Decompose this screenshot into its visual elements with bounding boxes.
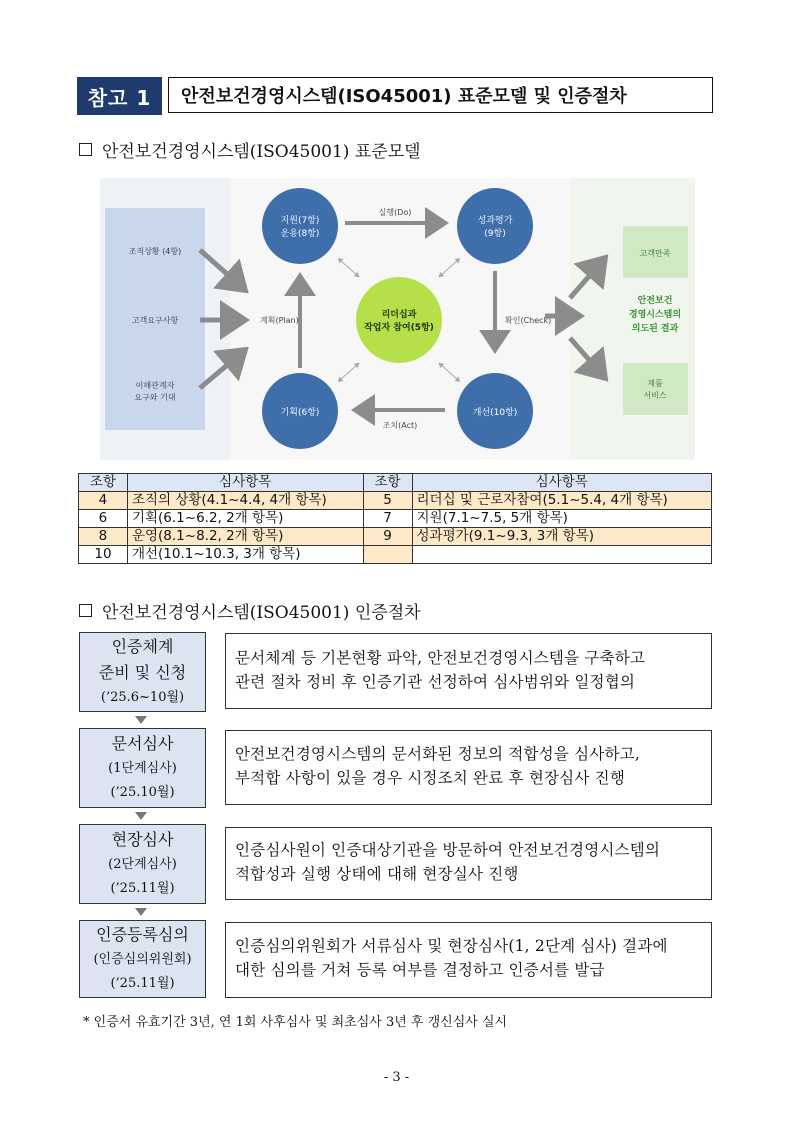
header-items-2: 심사항목 [412,474,712,492]
output-result-line3: 의도된 결과 [631,324,679,334]
item-cell: 기획(6.1~6.2, 2개 항목) [127,510,363,528]
step-sub: (2단계심사) [108,857,177,872]
page-number: - 3 - [383,1070,410,1085]
step-desc-registration [225,922,712,998]
table-row [79,492,712,510]
table-row [79,528,712,546]
down-arrow-icon [135,908,147,916]
clause-cell: 7 [363,510,412,528]
step-desc-preparation [225,633,712,709]
clause-cell: 6 [79,510,128,528]
clause-cell: 10 [79,546,128,564]
desc-line: 안전보건경영시스템의 문서화된 정보의 적합성을 심사하고, [235,745,640,763]
act-label: 조치(Act) [382,421,418,430]
desc-line: 문서체계 등 기본현황 파악, 안전보건경영시스템을 구축하고 [235,649,646,667]
step-period: (’25.11월) [110,881,175,896]
audit-items-table [78,473,712,564]
desc-line: 관련 절차 정비 후 인증기관 선정하여 심사범위와 일정협의 [235,673,636,691]
plan-label: 계획(Plan) [260,316,299,325]
step-box-registration [79,920,206,998]
item-cell: 지원(7.1~7.5, 5개 항목) [412,510,712,528]
checkbox-square-icon [79,143,92,156]
item-cell: 조직의 상황(4.1~4.4, 4개 항목) [127,492,363,510]
input-customer-requirements: 고객요구사항 [131,316,179,325]
step-sub: 준비 및 신청 [98,663,187,682]
step-box-onsite-review [79,824,206,904]
footnote: * 인증서 유효기간 3년, 연 1회 사후심사 및 최초심사 3년 후 갱신심사 실시 [83,1015,508,1030]
node-leadership-label: 리더십과 [381,310,417,320]
node-operation-label: 운용(8항) [280,229,320,239]
step-box-document-review [79,728,206,808]
section-title-procedure: 안전보건경영시스템(ISO45001) 인증절차 [102,603,421,623]
iso45001-model-diagram [100,178,695,460]
checkbox-square-icon [79,604,92,617]
reference-badge: 참고 1 [77,77,162,115]
input-stakeholders: 이해관계자 [135,381,175,390]
item-cell: 운영(8.1~8.2, 2개 항목) [127,528,363,546]
section-heading-procedure [79,598,421,623]
node-support-label: 지원(7항) [280,216,320,226]
section-title-model: 안전보건경영시스템(ISO45001) 표준모델 [102,142,421,162]
output-result-line2: 경영시스템의 [628,310,682,320]
step-period: (’25.11월) [110,976,175,991]
table-row [79,510,712,528]
do-label: 실행(Do) [378,208,412,217]
node-evaluation-label: 성과평가 [477,216,513,226]
output-product-label: 제품 [647,379,663,388]
header-items-1: 심사항목 [127,474,363,492]
step-period: (’25.6~10월) [100,690,185,705]
desc-line: 적합성과 실행 상태에 대해 현장실사 진행 [235,865,519,883]
node-participation-label: 작업자 참여(5항) [364,323,434,333]
step-name: 인증체계 [111,637,174,656]
clause-cell: 9 [363,528,412,546]
output-result-line1: 안전보건 [637,296,673,306]
output-customer-label: 고객만족 [639,249,671,258]
node-leadership [356,277,442,363]
item-cell: 리더십 및 근로자참여(5.1~5.4, 4개 항목) [412,492,712,510]
input-expectations: 요구와 기대 [134,393,176,402]
step-sub: (인증심의위원회) [93,952,192,967]
table-header-row [79,474,712,492]
item-cell: 개선(10.1~10.3, 3개 항목) [127,546,363,564]
clause-cell: 4 [79,492,128,510]
step-name: 문서심사 [111,734,174,753]
step-desc-onsite-review [225,827,712,900]
step-sub: (1단계심사) [108,761,177,776]
node-support-operation [262,188,338,264]
down-arrow-icon [135,812,147,820]
output-service-label: 서비스 [643,391,667,400]
header-clause-1: 조항 [79,474,128,492]
table-row [79,546,712,564]
input-org-context: 조직상황 (4항) [128,247,182,256]
desc-line: 인증심사원이 인증대상기관을 방문하여 안전보건경영시스템의 [235,841,661,859]
step-box-preparation [79,632,206,712]
item-cell [412,546,712,564]
node-performance-evaluation [457,188,533,264]
node-improvement-label: 개선(10항) [472,408,518,418]
clause-cell: 8 [79,528,128,546]
clause-cell: 5 [363,492,412,510]
desc-line: 대한 심의를 거쳐 등록 여부를 결정하고 인증서를 발급 [235,961,605,979]
item-cell: 성과평가(9.1~9.3, 3개 항목) [412,528,712,546]
step-name: 인증등록심의 [96,925,189,944]
header-clause-2: 조항 [363,474,412,492]
step-name: 현장심사 [111,830,174,849]
desc-line: 인증심의위원회가 서류심사 및 현장심사(1, 2단계 심사) 결과에 [235,937,668,955]
check-label: 확인(Check) [505,316,552,325]
desc-line: 부적합 사항이 있을 경우 시정조치 완료 후 현장심사 진행 [235,769,625,787]
clause-cell [363,546,412,564]
page-title: 안전보건경영시스템(ISO45001) 표준모델 및 인증절차 [168,77,713,113]
step-period: (’25.10월) [110,785,175,800]
section-heading-model [79,137,421,162]
output-product-panel [623,363,688,415]
step-desc-document-review [225,730,712,805]
node-evaluation-clause: (9항) [484,229,506,239]
node-planning-label: 기획(6항) [280,408,320,418]
down-arrow-icon [135,716,147,724]
